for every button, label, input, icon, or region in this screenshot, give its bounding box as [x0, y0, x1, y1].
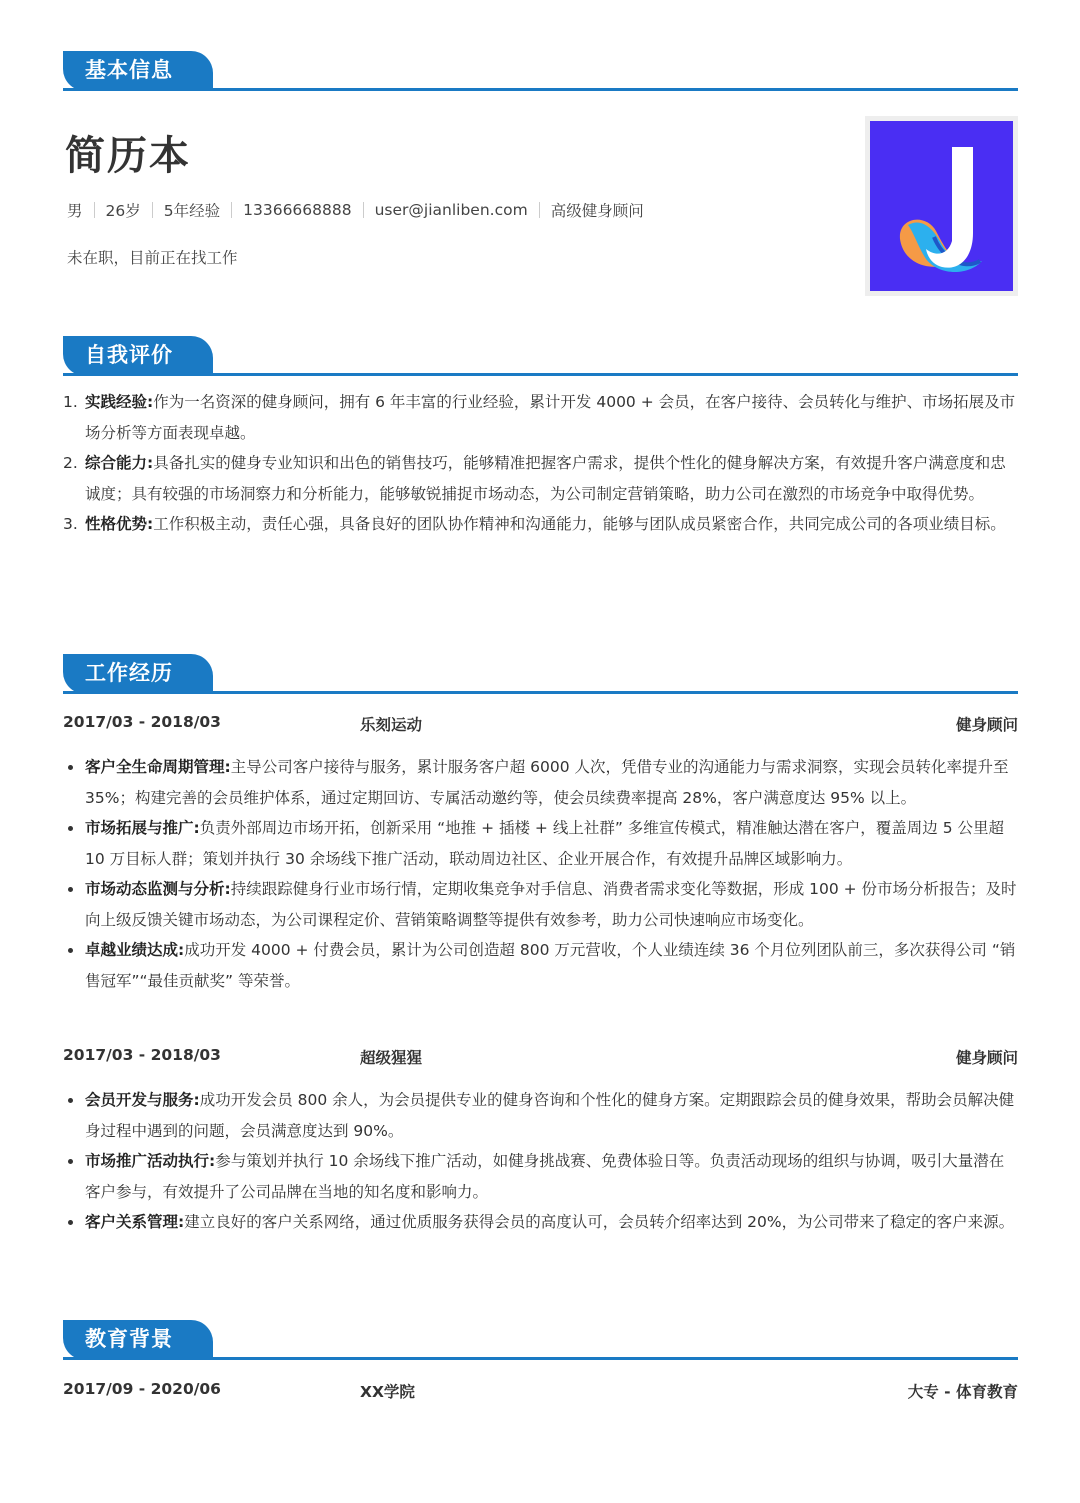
item-text: 成功开发会员 800 余人，为会员提供专业的健身咨询和个性化的健身方案。定期跟踪会员的健身效果，帮助会员解决健身过程中遇到的问题，会员满意度达到 90%。	[85, 1091, 1015, 1140]
bullet-icon	[68, 1098, 73, 1103]
list-item	[63, 387, 1018, 448]
job-date: 2017/03 - 2018/03	[63, 713, 221, 731]
separator	[94, 202, 95, 218]
job-company: 超级猩猩	[360, 1049, 423, 1067]
item-title: 卓越业绩达成:	[85, 941, 185, 959]
job-header	[63, 1046, 1018, 1070]
item-title: 客户关系管理:	[85, 1213, 185, 1231]
list-item	[63, 1146, 1018, 1207]
bullet-icon	[68, 1159, 73, 1164]
profile-meta	[67, 199, 644, 221]
candidate-name: 简历本	[65, 133, 191, 179]
job-date: 2017/03 - 2018/03	[63, 1046, 221, 1064]
separator	[231, 202, 232, 218]
separator	[539, 202, 540, 218]
section-title: 工作经历	[63, 654, 213, 694]
item-text: 建立良好的客户关系网络，通过优质服务获得会员的高度认可，会员转介绍率达到 20%，为公司带来了稳定的客户来源。	[184, 1213, 1015, 1231]
job-role: 健身顾问	[955, 716, 1018, 734]
job-role: 健身顾问	[955, 1049, 1018, 1067]
list-item	[63, 813, 1018, 874]
list-item	[63, 448, 1018, 509]
bullet-icon	[68, 765, 73, 770]
avatar-frame	[865, 116, 1018, 296]
item-title: 市场推广活动执行:	[85, 1152, 216, 1170]
item-text: 参与策划并执行 10 余场线下推广活动，如健身挑战赛、免费体验日等。负责活动现场的组织与协调，吸引大量潜在客户参与，有效提升了公司品牌在当地的知名度和影响力。	[85, 1152, 1005, 1201]
section-self-evaluation	[63, 336, 1018, 376]
email: user@jianliben.com	[374, 201, 528, 219]
avatar	[870, 121, 1013, 291]
item-title: 客户全生命周期管理:	[85, 758, 231, 776]
job-header	[63, 713, 1018, 737]
item-title: 市场动态监测与分析:	[85, 880, 231, 898]
list-item	[63, 509, 1018, 540]
separator	[363, 202, 364, 218]
job-company: 乐刻运动	[360, 716, 423, 734]
list-item	[63, 1207, 1018, 1238]
item-text: 成功开发 4000 + 付费会员，累计为公司创造超 800 万元营收，个人业绩连续 36 个月位列团队前三，多次获得公司 “销售冠军”“最佳贡献奖” 等荣誉。	[85, 941, 1016, 990]
bullet-icon	[68, 1220, 73, 1225]
separator	[152, 202, 153, 218]
item-text: 负责外部周边市场开拓，创新采用 “地推 + 插楼 + 线上社群” 多维宣传模式，精准触达潜在客户，覆盖周边 5 公里超 10 万目标人群；策划并执行 30 余场线下推广活动，联动周边社区、企业开展合作，有效提升品牌区域影响力。	[85, 819, 1005, 868]
education-header	[63, 1380, 1018, 1404]
section-title: 自我评价	[63, 336, 213, 376]
logo-icon	[870, 121, 1013, 291]
item-number: 1.	[63, 393, 78, 411]
item-number: 3.	[63, 515, 78, 533]
education-school: XX学院	[360, 1383, 415, 1401]
section-basic-info	[63, 51, 1018, 91]
list-item	[63, 752, 1018, 813]
job-status: 未在职，目前正在找工作	[67, 249, 238, 267]
gender: 男	[67, 202, 83, 220]
list-item	[63, 1085, 1018, 1146]
bullet-icon	[68, 948, 73, 953]
item-text: 持续跟踪健身行业市场行情，定期收集竞争对手信息、消费者需求变化等数据，形成 100 + 份市场分析报告；及时向上级反馈关键市场动态，为公司课程定价、营销策略调整等提供有效参考，助力公司快速响应市场变化。	[85, 880, 1017, 929]
item-number: 2.	[63, 454, 78, 472]
item-text: 作为一名资深的健身顾问，拥有 6 年丰富的行业经验，累计开发 4000 + 会员，在客户接待、会员转化与维护、市场拓展及市场分析等方面表现卓越。	[85, 393, 1016, 442]
item-title: 综合能力:	[85, 454, 154, 472]
target-position: 高级健身顾问	[550, 202, 644, 220]
bullet-icon	[68, 826, 73, 831]
list-item	[63, 874, 1018, 935]
item-text: 工作积极主动，责任心强，具备良好的团队协作精神和沟通能力，能够与团队成员紧密合作，共同完成公司的各项业绩目标。	[153, 515, 1006, 533]
section-education	[63, 1320, 1018, 1360]
list-item	[63, 935, 1018, 996]
job-bullets	[63, 1085, 1018, 1238]
bullet-icon	[68, 887, 73, 892]
item-title: 性格优势:	[85, 515, 154, 533]
item-title: 实践经验:	[85, 393, 154, 411]
age: 26岁	[105, 202, 141, 220]
section-title: 基本信息	[63, 51, 213, 91]
item-text: 具备扎实的健身专业知识和出色的销售技巧，能够精准把握客户需求，提供个性化的健身解决方案，有效提升客户满意度和忠诚度；具有较强的市场洞察力和分析能力，能够敏锐捕捉市场动态，为公司制定营销策略，助力公司在激烈的市场竞争中取得优势。	[85, 454, 1006, 503]
section-work-experience	[63, 654, 1018, 694]
item-title: 市场拓展与推广:	[85, 819, 200, 837]
item-title: 会员开发与服务:	[85, 1091, 200, 1109]
item-text: 主导公司客户接待与服务，累计服务客户超 6000 人次，凭借专业的沟通能力与需求洞察，实现会员转化率提升至 35%；构建完善的会员维护体系，通过定期回访、专属活动邀约等，使会员续费率提高 28%，客户满意度达 95% 以上。	[85, 758, 1009, 807]
education-degree: 大专 - 体育教育	[907, 1383, 1018, 1401]
experience: 5年经验	[163, 202, 221, 220]
job-bullets	[63, 752, 1018, 996]
section-title: 教育背景	[63, 1320, 213, 1360]
self-evaluation-list	[63, 387, 1018, 540]
education-date: 2017/09 - 2020/06	[63, 1380, 221, 1398]
phone: 13366668888	[243, 201, 352, 219]
